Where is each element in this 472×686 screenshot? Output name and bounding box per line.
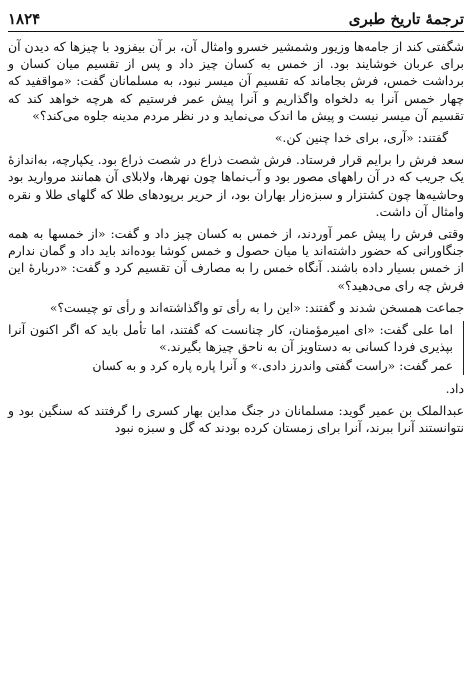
paragraph-3: سعد فرش را برایم قرار فرستاد. فرش شصت ذراع در شصت ذراع بود. یکپارچه، به‌اندازهٔ یک جریب که در آن راههای مصور بود و آب‌نماها چون نهرها، ولابلای آن همانند مروارید بود وحاشیه‌ها چون کشتزار و سبزه‌زار بهاران بود، از حریر برپودهای طلا که گلهای طلا و نقره وامثال آن داشت. — [8, 152, 464, 219]
paragraph-1: شگفتی کند از جامه‌ها وزیور وشمشیر خسرو وامثال آن، بر آن بیفزود با چیزها که دیدن آن برای عربان خوشایند بود. از خمس به کسان چیز داد و پس از تقسیم میان کسان و برداشت خمس، فرش بجاماند که تقسیم آن میسر نبود، به مسلمانان گفت: «مواقفید که چهار خمس آنرا به دلخواه واگذاریم و آنرا پیش عمر فرستیم که هرچه خواهد کند که تقسیم آن میسر نیست و پیش ما اندک می‌نماید و در نظر مردم مدینه جلوه می‌کند؟» — [8, 39, 464, 123]
quote-line-2: عمر گفت: «راست گفتی واندرز دادی.» و آنرا پاره پاره کرد و به کسان — [92, 358, 453, 374]
marked-quote-block — [8, 321, 464, 375]
paragraph-4: وقتی فرش را پیش عمر آوردند، از خمس به کسان چیز داد و گفت: «از خمسها به همه جنگاورانی که حضور داشته‌اند یا میان حصول و خمس کوشا بوده‌اند باید داد و گمان ندارم از خمس بسیار داده باشند. آنگاه خمس را به مصارف آن تقسیم کرد و گفت: «دربارهٔ این فرش چه رای می‌دهید؟» — [8, 226, 464, 293]
page-body — [8, 38, 464, 686]
quote-line-1: اما علی گفت: «ای امیرمؤمنان، کار چنانست که گفتند، اما تأمل باید که اگر اکنون آنرا بپذیری فردا کسانی به دستاویز آن به ناحق چیزها بگیرند.» — [8, 322, 453, 355]
paragraph-2: گفتند: «آری، برای خدا چنین کن.» — [274, 130, 448, 146]
page-header — [8, 6, 464, 32]
page-number: ۱۸۲۴ — [8, 10, 41, 28]
header-rule — [8, 31, 464, 32]
last-paragraph: عبدالملک بن عمیر گوید: مسلمانان در جنگ مداین بهار کسری را گرفتند که سنگین بود و نتوانستند آنرا ببرند، آنرا برای زمستان کرده بودند که گل و سبزه نبود — [8, 402, 464, 436]
paragraph-5: جماعت همسخن شدند و گفتند: «این را به رأی تو واگذاشته‌اند و رأی تو چیست؟» — [49, 299, 464, 315]
paragraph-after-quote: داد. — [445, 380, 464, 396]
running-title: ترجمهٔ تاریخ طبری — [348, 10, 464, 28]
